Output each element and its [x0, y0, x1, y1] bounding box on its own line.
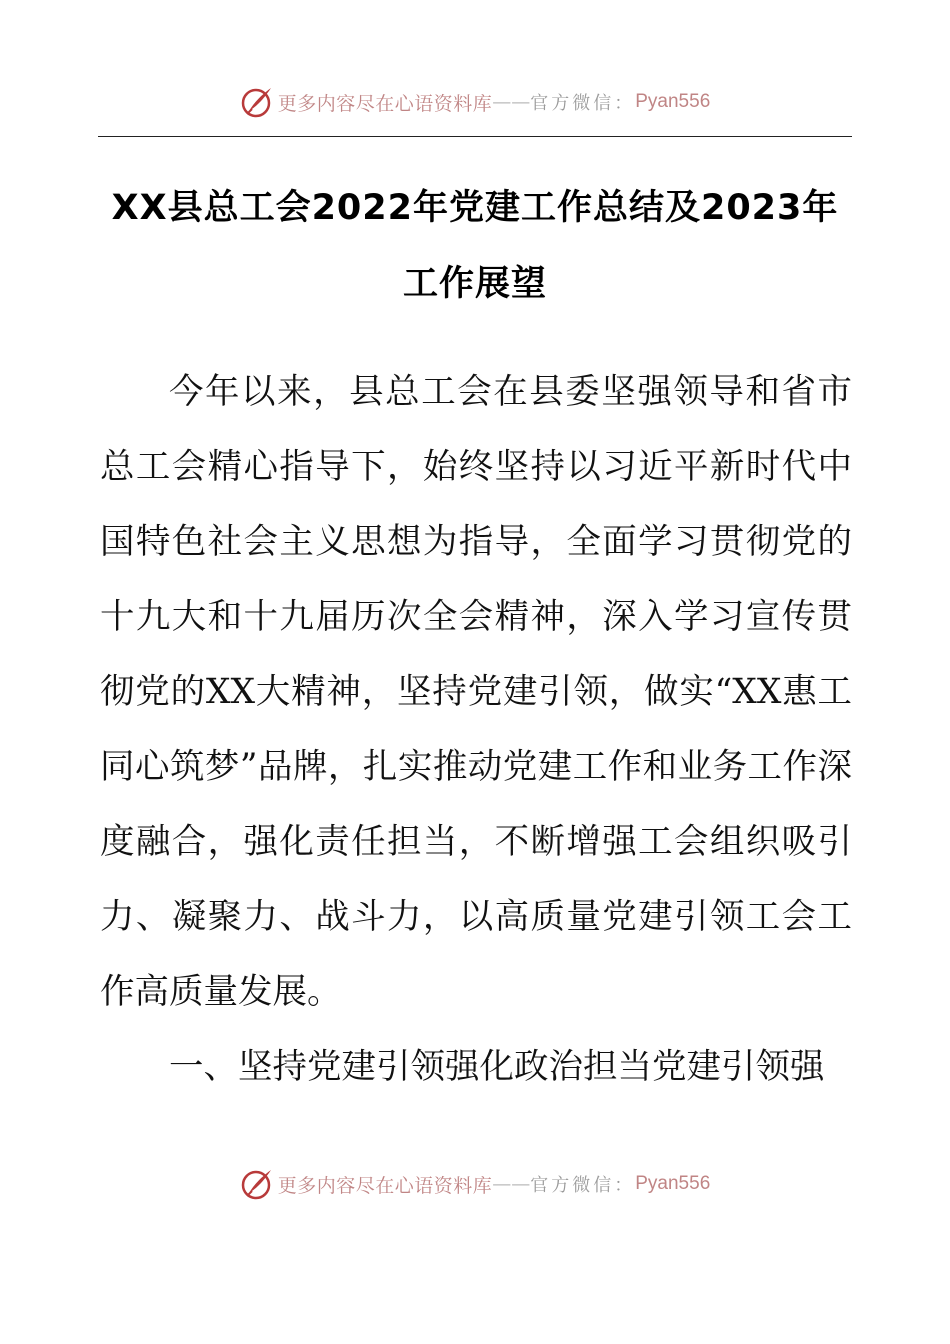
header-rule — [98, 136, 852, 137]
quill-logo-icon — [240, 85, 274, 119]
section-heading: 一、坚持党建引领强化政治担当党建引领强 — [169, 1047, 825, 1087]
banner-separator: —— — [492, 91, 531, 113]
header-banner — [0, 80, 950, 124]
banner-separator: —— — [492, 1173, 531, 1195]
document-title: XX县总工会2022年党建工作总结及2023年工作展望 — [111, 188, 839, 304]
wechat-id: Pyan556 — [635, 1173, 711, 1194]
footer-banner — [0, 1162, 950, 1206]
banner-text: 更多内容尽在心语资料库 — [277, 1174, 493, 1197]
wechat-id: Pyan556 — [635, 91, 711, 112]
wechat-label: 官方微信： — [530, 93, 636, 114]
document-body — [100, 355, 852, 1105]
quill-logo-icon — [240, 1167, 274, 1201]
wechat-label: 官方微信： — [530, 1175, 636, 1196]
banner-text: 更多内容尽在心语资料库 — [277, 92, 493, 115]
body-paragraph: 今年以来，县总工会在县委坚强领导和省市总工会精心指导下，始终坚持以习近平新时代中国特色社会主义思想为指导，全面学习贯彻党的十九大和十九届历次全会精神，深入学习宣传贯彻党的XX大精神，坚持党建引领，做实“XX惠工同心筑梦”品牌，扎实推动党建工作和业务工作深度融合，强化责任担当，不断增强工会组织吸引力、凝聚力、战斗力，以高质量党建引领工会工作高质量发展。 — [100, 372, 852, 1012]
